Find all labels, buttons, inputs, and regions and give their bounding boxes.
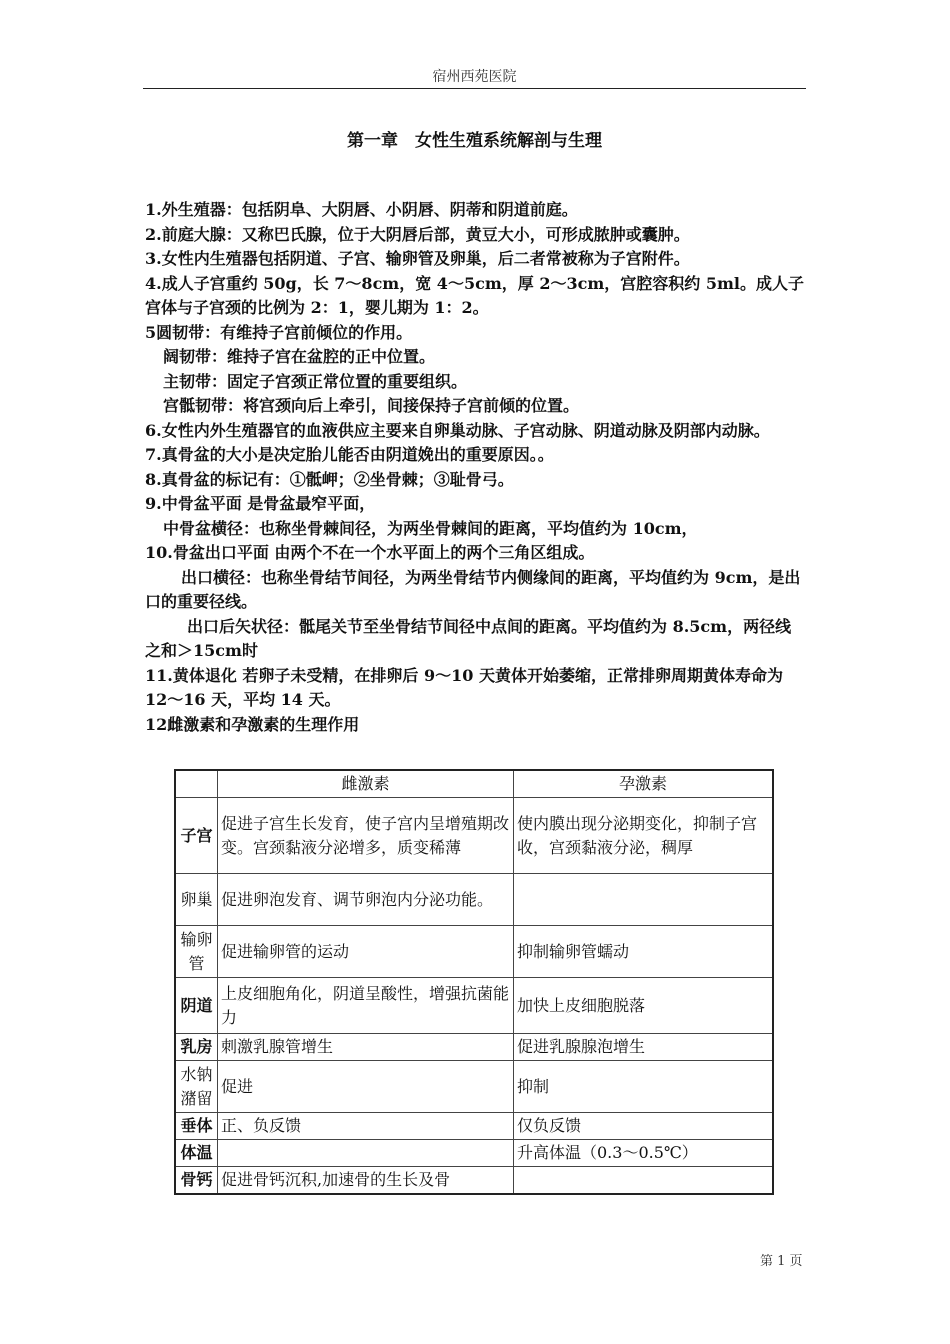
progesterone-cell [514, 874, 774, 926]
estrogen-cell: 促进输卵管的运动 [218, 926, 514, 978]
estrogen-cell: 促进子宫生长发育，使子宫内呈增殖期改变。宫颈黏液分泌增多，质变稀薄 [218, 798, 514, 874]
paragraph-2: 2.前庭大腺：又称巴氏腺，位于大阴唇后部，黄豆大小，可形成脓肿或囊肿。 [145, 224, 690, 244]
paragraph-10-outlet-transverse: 出口横径：也称坐骨结节间径，为两坐骨结节内侧缘间的距离，平均值约为 9cm，是出口的重要径线。 [145, 567, 801, 611]
estrogen-cell: 刺激乳腺管增生 [218, 1034, 514, 1061]
table-row [175, 1061, 773, 1113]
organ-cell: 体温 [175, 1140, 218, 1167]
paragraph-6: 6.女性内外生殖器官的血液供应主要来自卵巢动脉、子宫动脉、阴道动脉及阴部内动脉。 [145, 420, 770, 440]
paragraph-11: 11.黄体退化 若卵子未受精，在排卵后 9～10 天黄体开始萎缩，正常排卵周期黄体寿命为 12～16 天，平均 14 天。 [145, 665, 783, 709]
paragraph-12: 12雌激素和孕激素的生理作用 [145, 714, 360, 734]
chapter-title: 第一章 女性生殖系统解剖与生理 [347, 131, 602, 151]
paragraph-5-cardinal-ligament: 主韧带：固定子宫颈正常位置的重要组织。 [163, 371, 468, 391]
organ-cell: 水钠潴留 [175, 1061, 218, 1113]
table-row [175, 1113, 773, 1140]
table-row [175, 874, 773, 926]
organ-cell: 骨钙 [175, 1167, 218, 1195]
paragraph-1: 1.外生殖器：包括阴阜、大阴唇、小阴唇、阴蒂和阴道前庭。 [145, 200, 578, 219]
paragraph-10: 10.骨盆出口平面 由两个不在一个水平面上的两个三角区组成。 [145, 543, 595, 562]
hormone-effects-table [174, 769, 774, 1195]
table-row [175, 978, 773, 1034]
estrogen-cell: 促进卵泡发育、调节卵泡内分泌功能。 [218, 874, 514, 926]
header-estrogen: 雌激素 [218, 770, 514, 798]
paragraph-9: 9.中骨盆平面 是骨盆最窄平面， [145, 494, 376, 513]
paragraph-8: 8.真骨盆的标记有：①骶岬；②坐骨棘；③耻骨弓。 [145, 469, 514, 489]
organ-cell: 垂体 [175, 1113, 218, 1140]
organ-cell: 子宫 [175, 798, 218, 874]
organ-cell: 输卵管 [175, 926, 218, 978]
progesterone-cell: 使内膜出现分泌期变化，抑制子宫收，宫颈黏液分泌，稠厚 [514, 798, 774, 874]
estrogen-cell: 正、负反馈 [218, 1113, 514, 1140]
page-number: 第 1 页 [760, 1254, 803, 1269]
table-header-row [175, 770, 773, 798]
progesterone-cell [514, 1167, 774, 1195]
estrogen-cell: 上皮细胞角化，阴道呈酸性，增强抗菌能力 [218, 978, 514, 1034]
document-body [145, 198, 807, 737]
table-row [175, 1034, 773, 1061]
header-organ [175, 770, 218, 798]
paragraph-9-detail: 中骨盆横径：也称坐骨棘间径，为两坐骨棘间的距离，平均值约为 10cm， [163, 518, 698, 538]
paragraph-3: 3.女性内生殖器包括阴道、子宫、输卵管及卵巢，后二者常被称为子宫附件。 [145, 249, 690, 268]
progesterone-cell: 加快上皮细胞脱落 [514, 978, 774, 1034]
organ-cell: 乳房 [175, 1034, 218, 1061]
estrogen-cell: 促进 [218, 1061, 514, 1113]
progesterone-cell: 促进乳腺腺泡增生 [514, 1034, 774, 1061]
estrogen-cell: 促进骨钙沉积,加速骨的生长及骨 [218, 1167, 514, 1195]
paragraph-5-uterosacral-ligament: 宫骶韧带：将宫颈向后上牵引，间接保持子宫前倾的位置。 [163, 396, 580, 415]
table-row [175, 1140, 773, 1167]
progesterone-cell: 抑制输卵管蠕动 [514, 926, 774, 978]
table-row [175, 926, 773, 978]
organ-cell: 阴道 [175, 978, 218, 1034]
progesterone-cell: 抑制 [514, 1061, 774, 1113]
page-header: 宿州西苑医院 [432, 69, 517, 85]
header-divider [143, 88, 806, 89]
progesterone-cell: 仅负反馈 [514, 1113, 774, 1140]
organ-cell: 卵巢 [175, 874, 218, 926]
paragraph-5-round-ligament: 5圆韧带：有维持子宫前倾位的作用。 [145, 322, 413, 342]
estrogen-cell [218, 1140, 514, 1167]
paragraph-5-broad-ligament: 阔韧带：维持子宫在盆腔的正中位置。 [163, 347, 436, 366]
table-row [175, 1167, 773, 1195]
progesterone-cell: 升高体温（0.3～0.5℃） [514, 1140, 774, 1167]
table-row [175, 798, 773, 874]
paragraph-4: 4.成人子宫重约 50g，长 7～8cm，宽 4～5cm，厚 2～3cm，宫腔容积约 5ml。成人子宫体与子宫颈的比例为 2：1，婴儿期为 1：2。 [145, 273, 804, 317]
paragraph-10-outlet-sagittal: 出口后矢状径：骶尾关节至坐骨结节间径中点间的距离。平均值约为 8.5cm，两径线之和＞15cm时 [145, 616, 792, 660]
table-body [175, 770, 773, 1194]
header-progesterone: 孕激素 [514, 770, 774, 798]
paragraph-7: 7.真骨盆的大小是决定胎儿能否由阴道娩出的重要原因。。 [145, 445, 554, 464]
